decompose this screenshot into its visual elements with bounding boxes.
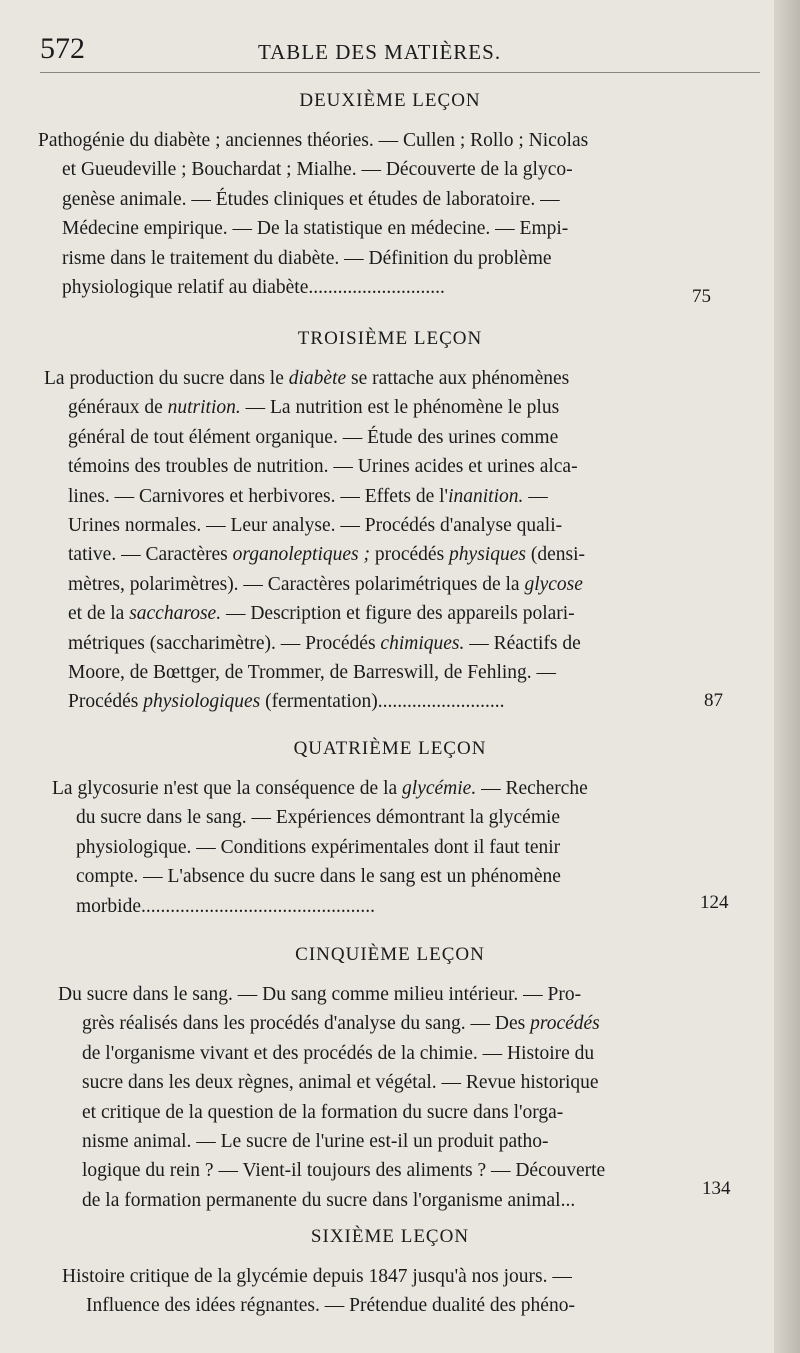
italic-term: glycémie.	[402, 778, 477, 799]
text-line: Urines normales. — Leur analyse. — Procédés d'analyse quali-	[68, 515, 563, 537]
text-line: physiologique relatif au diabète............................	[62, 277, 445, 299]
section-paragraph	[38, 126, 688, 302]
italic-term: glycose	[524, 573, 583, 595]
text-line: métriques (saccharimètre). — Procédés chimiques. — Réactifs de	[68, 632, 581, 654]
italic-term: inanition.	[448, 485, 524, 507]
text-line: lines. — Carnivores et herbivores. — Effets de l'inanition. —	[68, 485, 548, 507]
italic-term: chimiques.	[380, 632, 465, 654]
text-line: témoins des troubles de nutrition. — Urines acides et urines alca-	[68, 456, 578, 478]
text-line: de la formation permanente du sucre dans l'organisme animal...	[82, 1189, 576, 1211]
text-line: Pathogénie du diabète ; anciennes théories. — Cullen ; Rollo ; Nicolas	[38, 130, 589, 151]
page-reference: 75	[692, 286, 711, 307]
text-line: risme dans le traitement du diabète. — Définition du problème	[62, 247, 552, 269]
section-title: CINQUIÈME LEÇON	[295, 944, 485, 965]
running-title: TABLE DES MATIÈRES.	[258, 40, 502, 64]
text-line: physiologique. — Conditions expérimentales dont il faut tenir	[76, 836, 561, 858]
section-paragraph	[58, 980, 698, 1215]
text-line: de l'organisme vivant et des procédés de la chimie. — Histoire du	[82, 1042, 595, 1064]
text-line: tative. — Caractères organoleptiques ; procédés physiques (densi-	[68, 544, 585, 566]
page-header	[40, 32, 740, 72]
italic-term: diabète	[288, 368, 347, 389]
text-line: Médecine empirique. — De la statistique en médecine. — Empi-	[62, 218, 569, 240]
text-line: morbide................................................	[76, 895, 375, 917]
text-line: mètres, polarimètres). — Caractères polarimétriques de la glycose	[68, 573, 583, 595]
section-paragraph	[44, 364, 704, 717]
text-line: logique du rein ? — Vient-il toujours des aliments ? — Découverte	[82, 1160, 606, 1182]
italic-term: saccharose.	[129, 603, 222, 625]
page-number: 572	[40, 32, 85, 65]
text-line: grès réalisés dans les procédés d'analyse du sang. — Des procédés	[82, 1013, 600, 1035]
page-reference: 87	[704, 690, 723, 711]
section-paragraph	[52, 774, 702, 921]
text-line: sucre dans les deux règnes, animal et végétal. — Revue historique	[82, 1072, 599, 1094]
page-reference: 134	[702, 1178, 731, 1199]
italic-term: nutrition.	[167, 397, 241, 419]
text-line: La glycosurie n'est que la conséquence de la glycémie. — Recherche	[52, 778, 588, 799]
text-line: La production du sucre dans le diabète se rattache aux phénomènes	[44, 368, 570, 389]
text-line: Moore, de Bœttger, de Trommer, de Barreswill, de Fehling. —	[68, 662, 557, 684]
text-line: général de tout élément organique. — Étude des urines comme	[68, 426, 559, 448]
text-line: et critique de la question de la formation du sucre dans l'orga-	[82, 1101, 564, 1123]
page-edge	[774, 0, 800, 1353]
section-title: TROISIÈME LEÇON	[297, 328, 483, 349]
text-line: et de la saccharose. — Description et figure des appareils polari-	[68, 603, 575, 625]
italic-term: procédés	[530, 1013, 600, 1035]
text-line: Influence des idées régnantes. — Prétendue dualité des phéno-	[86, 1295, 575, 1317]
text-line: du sucre dans le sang. — Expériences démontrant la glycémie	[76, 807, 561, 829]
section-paragraph	[62, 1262, 702, 1321]
text-line: et Gueudeville ; Bouchardat ; Mialhe. — Découverte de la glyco-	[62, 159, 573, 181]
text-line: genèse animale. — Études cliniques et études de laboratoire. —	[62, 188, 560, 210]
text-line: Du sucre dans le sang. — Du sang comme milieu intérieur. — Pro-	[58, 984, 582, 1005]
text-line: compte. — L'absence du sucre dans le sang est un phénomène	[76, 866, 561, 888]
section-title: DEUXIÈME LEÇON	[299, 90, 481, 111]
page-reference: 124	[700, 892, 729, 913]
section-title: QUATRIÈME LEÇON	[293, 738, 487, 759]
text-line: nisme animal. — Le sucre de l'urine est-il un produit patho-	[82, 1131, 549, 1153]
text-line: Procédés physiologiques (fermentation)..........................	[68, 691, 505, 713]
text-line: Histoire critique de la glycémie depuis 1847 jusqu'à nos jours. —	[62, 1266, 572, 1287]
italic-term: organoleptiques ;	[232, 544, 370, 566]
italic-term: physiologiques	[143, 691, 261, 713]
italic-term: physiques	[449, 544, 526, 566]
section-title: SIXIÈME LEÇON	[310, 1226, 470, 1247]
text-line: généraux de nutrition. — La nutrition est le phénomène le plus	[68, 397, 560, 419]
header-rule	[40, 72, 760, 73]
